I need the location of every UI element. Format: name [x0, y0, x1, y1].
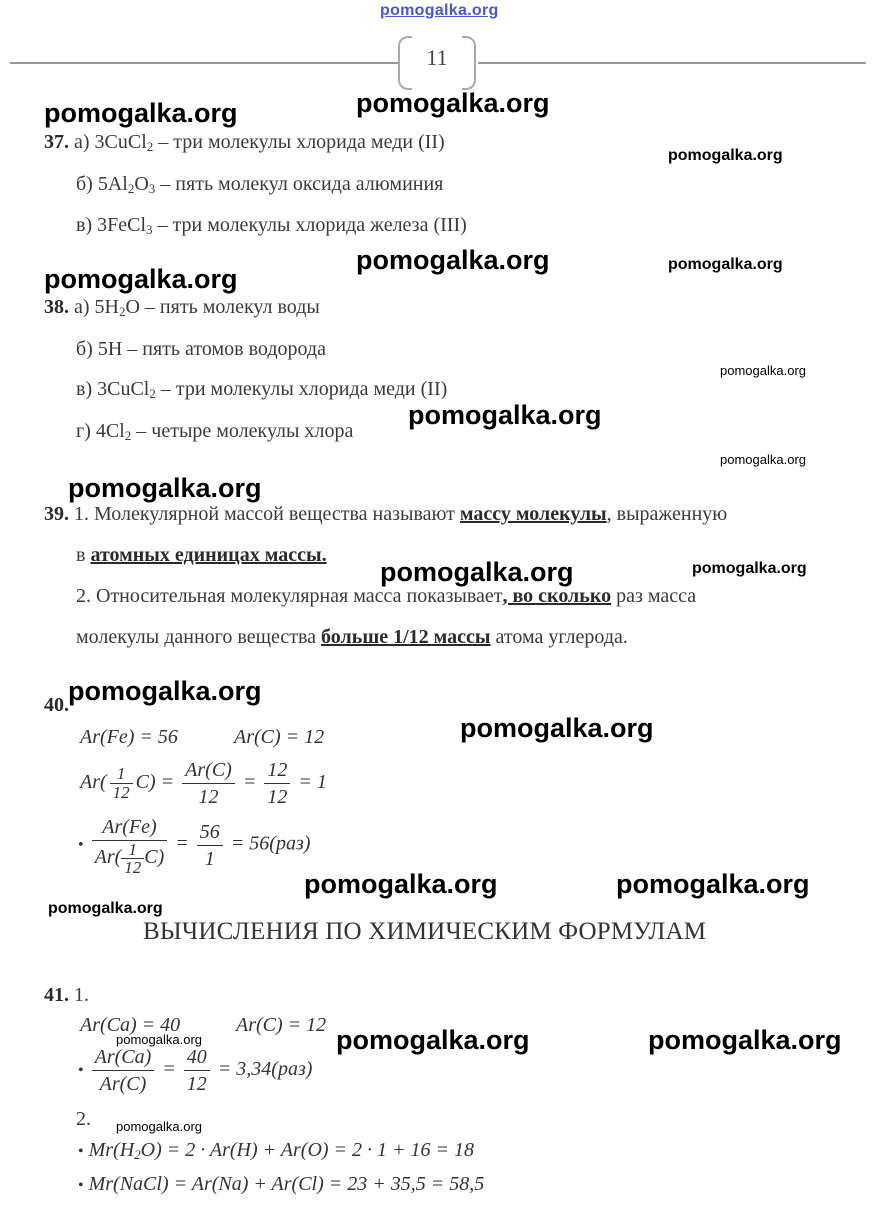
task40-number: 40.: [44, 694, 69, 716]
header-rule-left: [10, 62, 398, 64]
task38-number: 38.: [44, 296, 69, 318]
task40-ar-c: Ar(C) = 12: [234, 726, 325, 748]
task40-formula-2: Ar( $\frac{1}{12}$ C) = $\frac{Ar(C)}{12}$ = $\frac{12}{12}$ = 1: [80, 759, 327, 808]
watermark: pomogalka.org: [380, 557, 574, 587]
task37-line-a: 37. а) 3CuCl$_2$ – три молекулы хлорида меди (II): [44, 131, 445, 154]
task39-number: 39.: [44, 503, 69, 525]
bullet-icon: •: [78, 1062, 84, 1080]
task41-header: 41. 1.: [44, 984, 89, 1006]
task41-part2: 2.: [76, 1108, 91, 1130]
watermark: pomogalka.org: [68, 473, 262, 503]
watermark: pomogalka.org: [304, 869, 498, 899]
task38-line-c: в) 3CuCl$_2$ – три молекулы хлорида меди (II): [76, 378, 448, 401]
watermark: pomogalka.org: [44, 264, 238, 294]
watermark: pomogalka.org: [408, 400, 602, 430]
watermark: pomogalka.org: [648, 1025, 842, 1055]
watermark: pomogalka.org: [356, 245, 550, 275]
task37-number: 37.: [44, 131, 69, 153]
watermark: pomogalka.org: [616, 869, 810, 899]
watermark: pomogalka.org: [720, 452, 806, 467]
task39-line-4: молекулы данного вещества больше 1/12 массы атома углерода.: [76, 626, 628, 648]
task39-line-2: в атомных единицах массы.: [76, 544, 327, 566]
watermark: pomogalka.org: [336, 1025, 530, 1055]
task38-line-b: б) 5H – пять атомов водорода: [76, 338, 326, 360]
watermark: pomogalka.org: [68, 676, 262, 706]
task37-line-b: б) $5Al_2O_3$ – пять молекул оксида алюминия: [76, 173, 444, 196]
bullet-icon: •: [78, 836, 84, 854]
bullet-icon: •: [78, 1143, 84, 1160]
bullet-icon: •: [78, 1177, 84, 1194]
section-heading: ВЫЧИСЛЕНИЯ ПО ХИМИЧЕСКИМ ФОРМУЛАМ: [143, 918, 707, 945]
header-rule-right: [478, 62, 866, 64]
watermark: pomogalka.org: [44, 98, 238, 128]
watermark: pomogalka.org: [668, 256, 783, 273]
task37-line-c: в) 3FeCl$_3$ – три молекулы хлорида железа (III): [76, 214, 467, 237]
watermark: pomogalka.org: [116, 1032, 202, 1047]
task40-ar-fe: Ar(Fe) = 56: [80, 726, 178, 748]
watermark: pomogalka.org: [116, 1119, 202, 1134]
task41-formula-1: • $\frac{Ar(Ca)}{Ar(C)}$ = $\frac{40}{12}$ = 3,34(раз): [78, 1046, 313, 1095]
task41-mr-h2o: • $Mr(H_2O) = 2 \cdot Ar(H) + Ar(O) = 2 \cdot 1 + 16 = 18$: [78, 1139, 475, 1162]
page-number-box: [398, 36, 476, 86]
task38-line-a: 38. а) $5H_2O$ – пять молекул воды: [44, 296, 320, 319]
watermark: pomogalka.org: [720, 363, 806, 378]
task41-ar-ca: Ar(Ca) = 40: [80, 1014, 181, 1036]
task38-line-d: г) $4Cl_2$ – четыре молекулы хлора: [76, 420, 354, 443]
task39-line-1: 39. 1. Молекулярной массой вещества называют массу молекулы, выраженную: [44, 503, 728, 525]
watermark: pomogalka.org: [356, 88, 550, 118]
task41-number: 41.: [44, 984, 69, 1006]
task41-mr-nacl: • Mr(NaCl) = Ar(Na) + Ar(Cl) = 23 + 35,5 = 58,5: [78, 1173, 485, 1195]
watermark-top[interactable]: pomogalka.org: [380, 2, 499, 19]
task39-line-3: 2. Относительная молекулярная масса показывает, во сколько раз масса: [76, 585, 697, 607]
page-number: 11: [426, 45, 448, 70]
watermark: pomogalka.org: [668, 147, 783, 164]
watermark: pomogalka.org: [460, 713, 654, 743]
task41-ar-c: Ar(C) = 12: [236, 1014, 327, 1036]
watermark: pomogalka.org: [692, 560, 807, 577]
watermark: pomogalka.org: [48, 900, 163, 917]
task40-formula-3: • Ar(Fe) Ar( $\frac{1}{12}$ C) = $\frac{56}{1}$ = 56(раз): [78, 816, 311, 877]
